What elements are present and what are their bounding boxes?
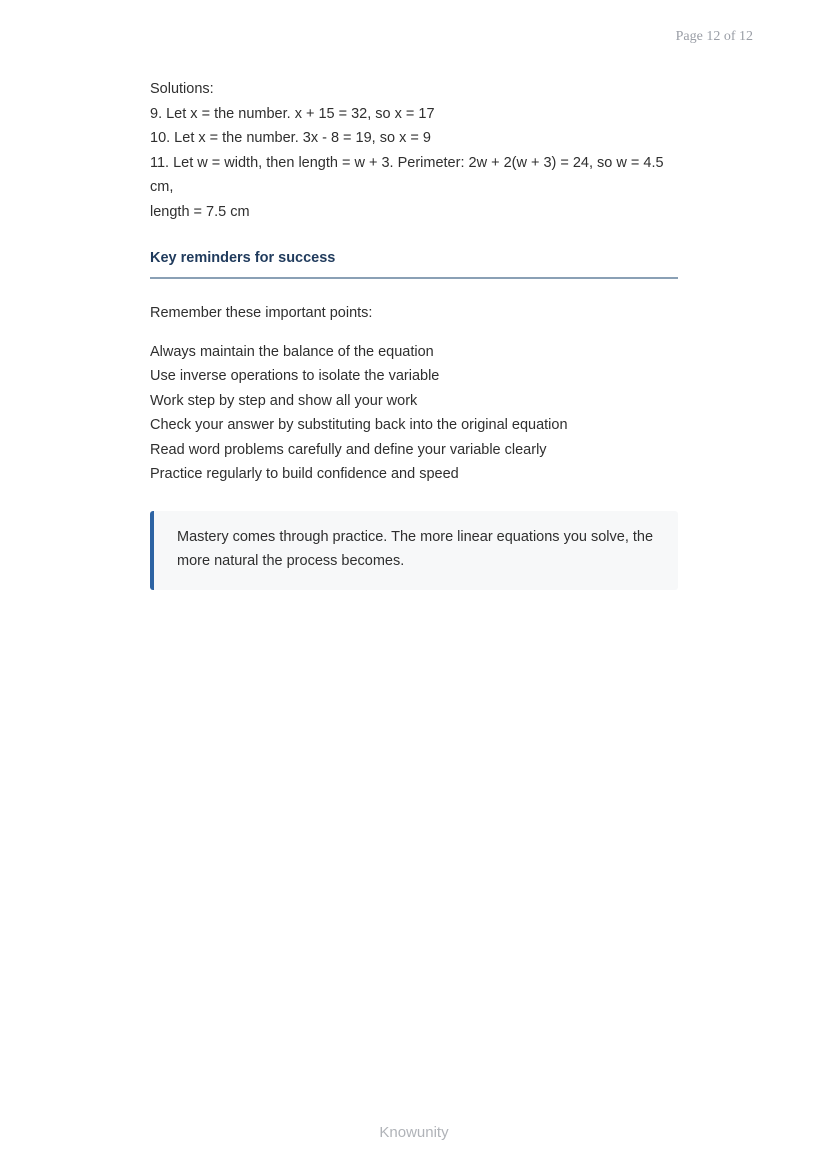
page-indicator: Page 12 of 12 (675, 29, 753, 44)
solution-line: 9. Let x = the number. x + 15 = 32, so x = 17 (150, 105, 435, 122)
list-item: Use inverse operations to isolate the variable (150, 368, 440, 384)
callout-text: Mastery comes through practice. The more linear equations you solve, the more natural the process becomes. (177, 528, 654, 569)
solutions-title: Solutions: (150, 81, 214, 97)
list-item: Check your answer by substituting back into the original equation (150, 417, 568, 433)
solution-line: 10. Let x = the number. 3x - 8 = 19, so x = 9 (150, 130, 431, 146)
section-heading: Key reminders for success (150, 246, 678, 279)
document-content (150, 77, 678, 590)
callout-box (150, 511, 678, 590)
reminders-list (150, 340, 678, 487)
list-item: Always maintain the balance of the equation (150, 343, 434, 360)
list-item: Read word problems carefully and define your variable clearly (150, 441, 547, 458)
solutions-block (150, 77, 678, 224)
list-item: Work step by step and show all your work (150, 392, 418, 409)
section-intro: Remember these important points: (150, 305, 373, 321)
solution-line: length = 7.5 cm (150, 203, 250, 220)
list-item: Practice regularly to build confidence and speed (150, 466, 459, 482)
solution-line: 11. Let w = width, then length = w + 3. Perimeter: 2w + 2(w + 3) = 24, so w = 4.5 cm, (150, 154, 664, 195)
footer-brand: Knowunity (379, 1124, 449, 1141)
